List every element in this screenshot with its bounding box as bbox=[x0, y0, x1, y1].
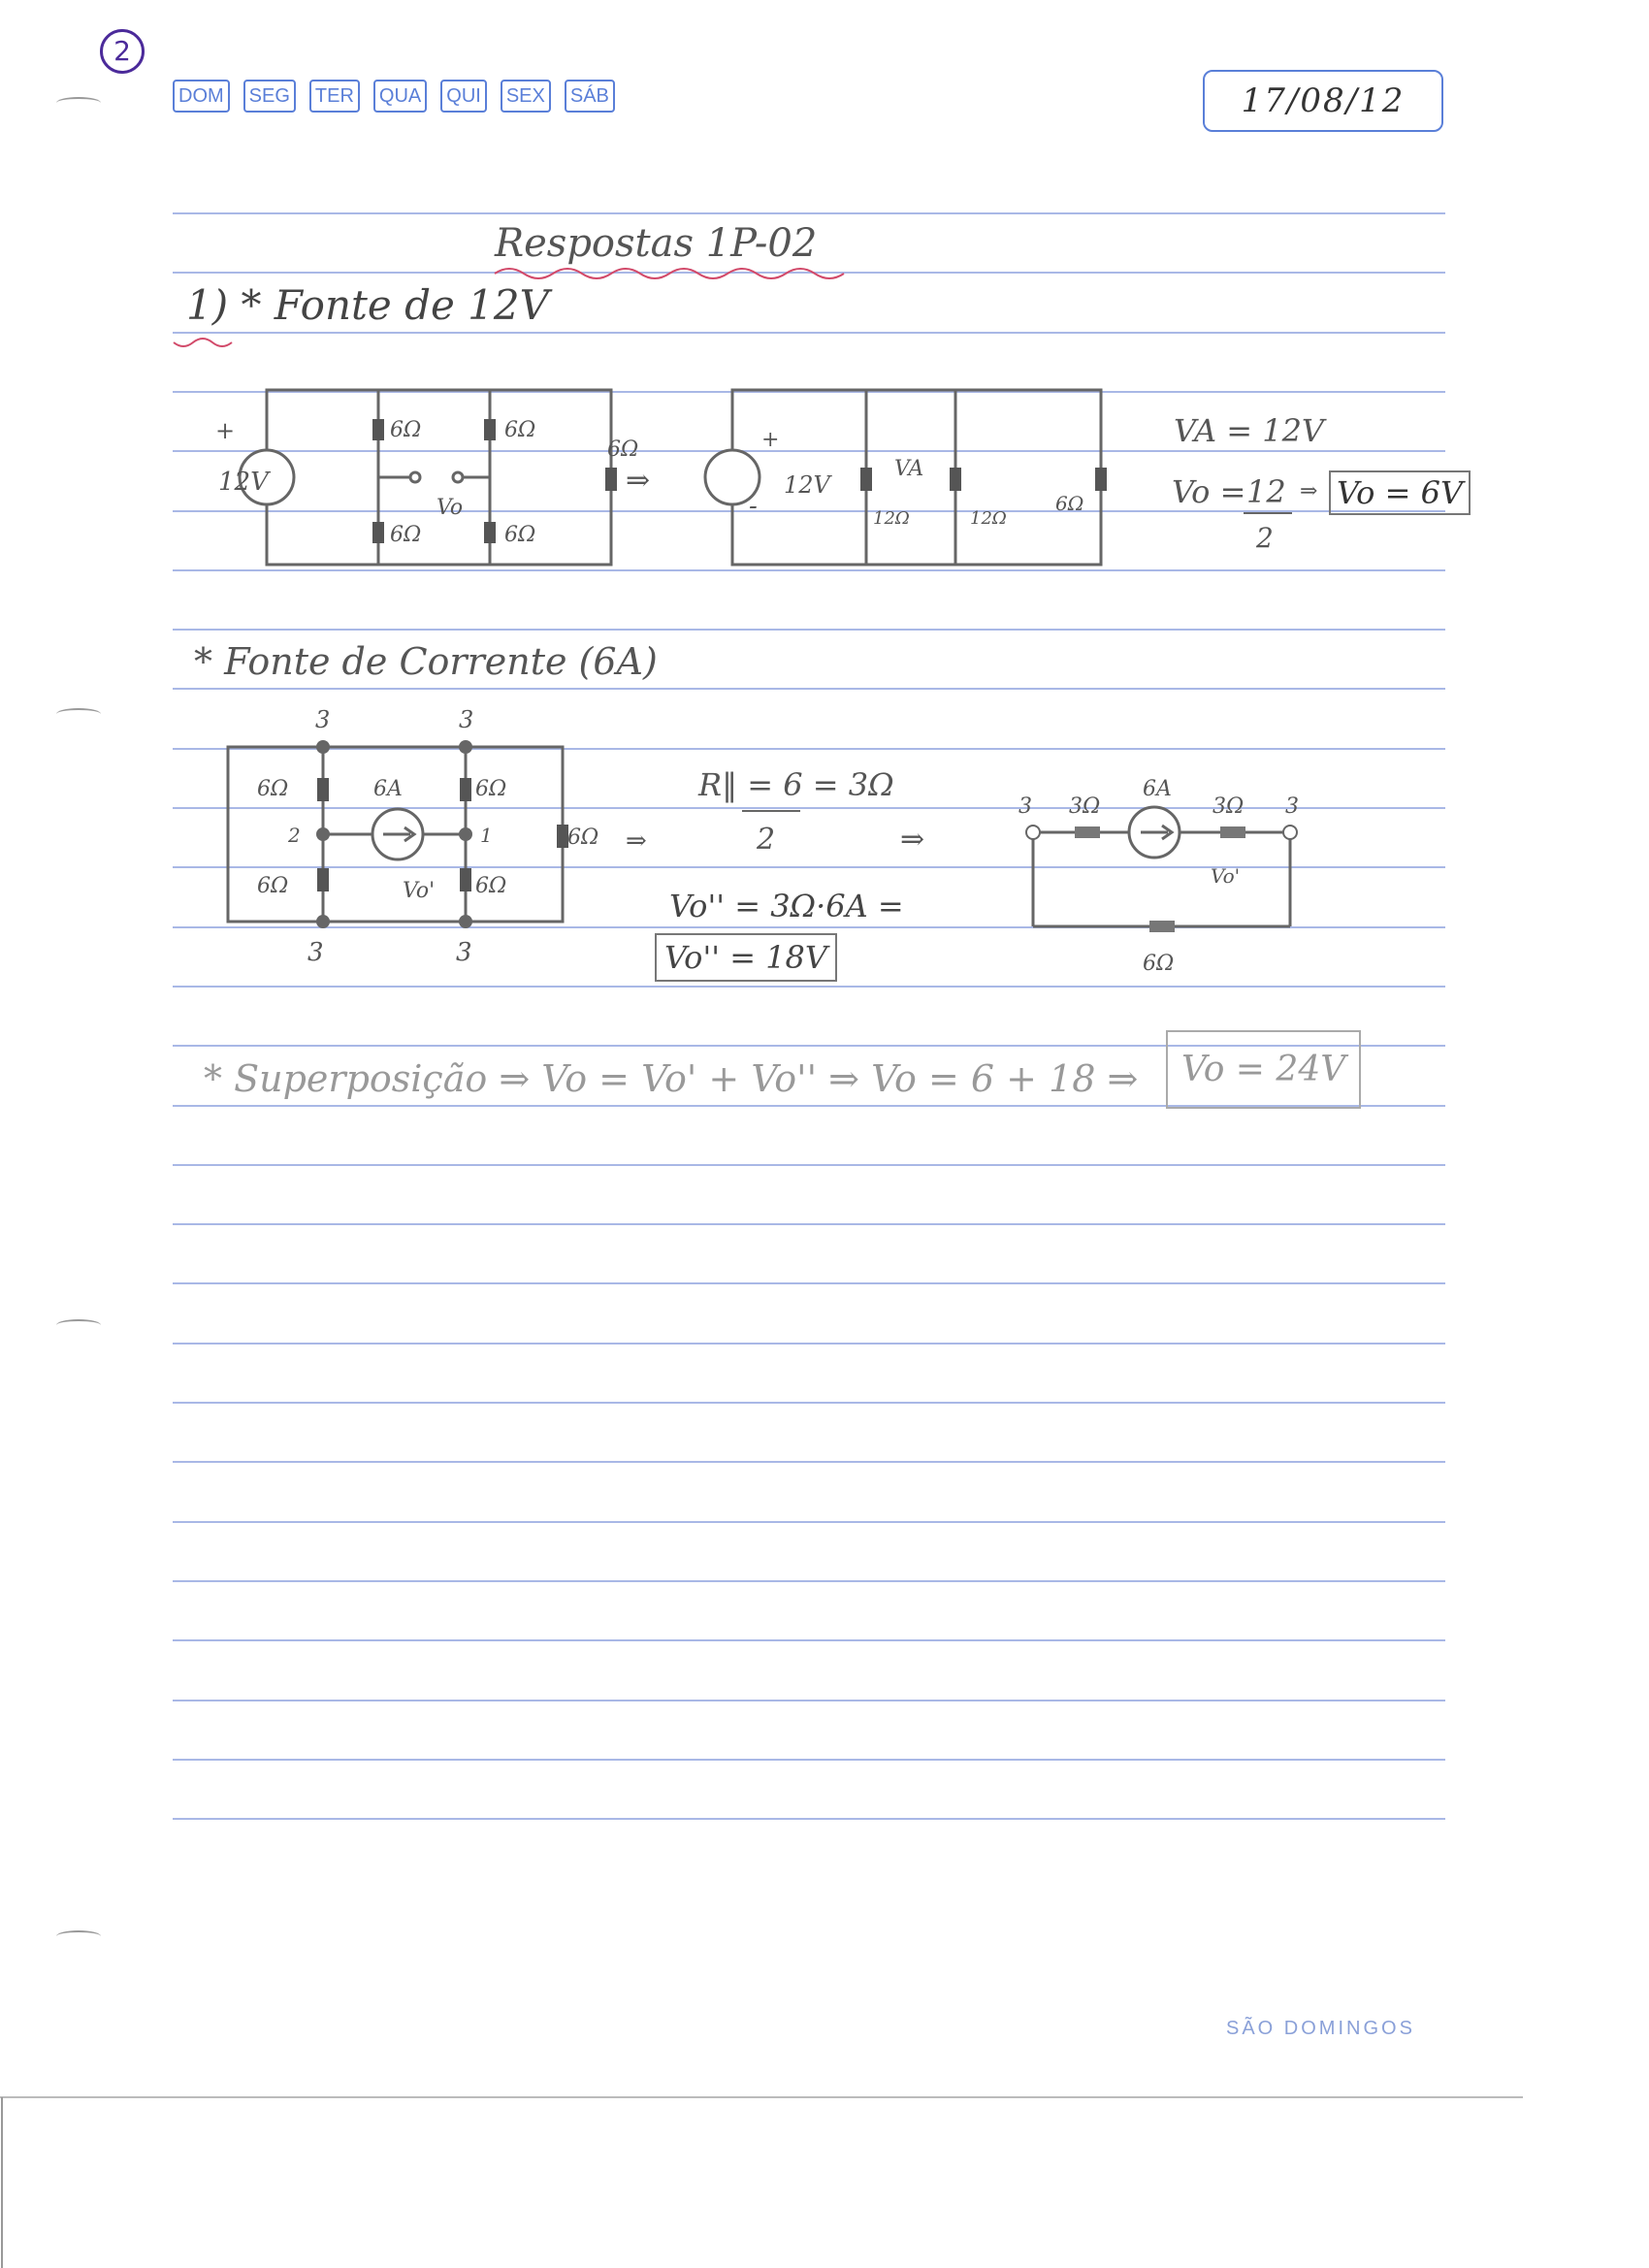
weekday-dom: DOM bbox=[173, 80, 230, 113]
final-vo-boxed: Vo = 24V bbox=[1166, 1030, 1361, 1109]
binder-hole bbox=[56, 97, 101, 109]
result1-va: VA = 12V bbox=[1174, 412, 1325, 449]
c2-va: VA bbox=[894, 457, 924, 481]
binder-hole bbox=[56, 708, 101, 720]
result1-fraction-bar bbox=[1244, 512, 1292, 514]
c1-r-right: 6Ω bbox=[607, 437, 639, 462]
notebook-brand: SÃO DOMINGOS bbox=[1226, 2018, 1415, 2039]
weekday-sab: SÁB bbox=[565, 80, 615, 113]
c1-plus: + bbox=[215, 417, 236, 444]
weekday-qua: QUA bbox=[373, 80, 427, 113]
c1-r-bottom-left: 6Ω bbox=[390, 523, 422, 547]
c1-r-top-right: 6Ω bbox=[504, 418, 536, 442]
calc2-fraction-bar bbox=[742, 810, 800, 812]
question-underline bbox=[171, 335, 248, 354]
superposition-equation: * Superposição ⇒ Vo = Vo' + Vo'' ⇒ Vo = 6 + 18 ⇒ bbox=[204, 1057, 1139, 1100]
c4-vo: Vo' bbox=[1211, 864, 1241, 888]
question-heading: 1) * Fonte de 12V bbox=[186, 281, 549, 329]
c3-node-top-right: 3 bbox=[459, 706, 474, 733]
binder-hole bbox=[56, 1319, 101, 1331]
c4-r-right: 3Ω bbox=[1212, 794, 1245, 819]
c3-r-top-left: 6Ω bbox=[257, 777, 289, 801]
c3-node-bottom-left: 3 bbox=[307, 938, 324, 967]
result1-vo-num: 12 bbox=[1246, 473, 1286, 510]
calc2-vo-boxed: Vo'' = 18V bbox=[655, 933, 837, 982]
circuit-current-source bbox=[218, 698, 606, 980]
c4-r-bottom: 6Ω bbox=[1143, 952, 1175, 976]
c3-node-right: 1 bbox=[480, 824, 493, 847]
circuit-series-reduced bbox=[1009, 766, 1319, 980]
circuit-simplified-voltage bbox=[679, 378, 1116, 582]
c3-node-left: 2 bbox=[288, 824, 301, 847]
weekday-sex: SEX bbox=[501, 80, 551, 113]
c3-vo: Vo' bbox=[403, 879, 436, 903]
c4-source: 6A bbox=[1143, 777, 1172, 801]
c2-r2: 12Ω bbox=[970, 508, 1007, 529]
binder-hole bbox=[56, 1930, 101, 1942]
section-current-source: * Fonte de Corrente (6A) bbox=[194, 640, 658, 683]
c3-node-top-left: 3 bbox=[315, 706, 331, 733]
calc2-parallel-den: 2 bbox=[757, 823, 776, 857]
arrow-1: ⇒ bbox=[626, 464, 651, 498]
c2-r1: 12Ω bbox=[873, 508, 910, 529]
c3-r-right: 6Ω bbox=[567, 826, 599, 850]
c2-minus: - bbox=[749, 492, 758, 521]
result1-vo-den: 2 bbox=[1256, 522, 1274, 554]
circuit-voltage-source bbox=[165, 378, 650, 582]
c4-node-right: 3 bbox=[1285, 794, 1299, 819]
c4-r-left: 3Ω bbox=[1069, 794, 1101, 819]
c3-r-top-right: 6Ω bbox=[475, 777, 507, 801]
c3-source: 6A bbox=[373, 777, 403, 801]
c3-r-bottom-left: 6Ω bbox=[257, 874, 289, 898]
result1-arrow: ⇒ bbox=[1300, 479, 1318, 503]
result1-vo-label: Vo = bbox=[1172, 473, 1246, 510]
c2-source-label: 12V bbox=[784, 471, 830, 499]
c4-node-left: 3 bbox=[1018, 794, 1032, 819]
weekday-qui: QUI bbox=[440, 80, 487, 113]
page-number: 2 bbox=[100, 29, 145, 74]
c1-r-top-left: 6Ω bbox=[390, 418, 422, 442]
arrow-2: ⇒ bbox=[626, 826, 647, 856]
weekday-ter: TER bbox=[309, 80, 360, 113]
page-title: Respostas 1P-02 bbox=[495, 221, 818, 266]
c2-plus: + bbox=[761, 428, 780, 452]
c1-vo: Vo bbox=[436, 496, 464, 520]
arrow-3: ⇒ bbox=[900, 823, 925, 857]
date-box: 17/08/12 bbox=[1203, 70, 1443, 132]
calc2-vo-expr: Vo'' = 3Ω·6A = bbox=[669, 888, 904, 924]
c1-r-bottom-right: 6Ω bbox=[504, 523, 536, 547]
result1-vo-boxed: Vo = 6V bbox=[1329, 470, 1471, 515]
c3-node-bottom-right: 3 bbox=[456, 938, 472, 967]
weekday-boxes bbox=[173, 80, 615, 113]
title-underline bbox=[490, 264, 858, 283]
c2-r3: 6Ω bbox=[1055, 492, 1084, 515]
weekday-seg: SEG bbox=[243, 80, 296, 113]
c1-source-label: 12V bbox=[218, 468, 269, 497]
c3-r-bottom-right: 6Ω bbox=[475, 874, 507, 898]
calc2-parallel: R‖ = 6 = 3Ω bbox=[698, 766, 894, 803]
